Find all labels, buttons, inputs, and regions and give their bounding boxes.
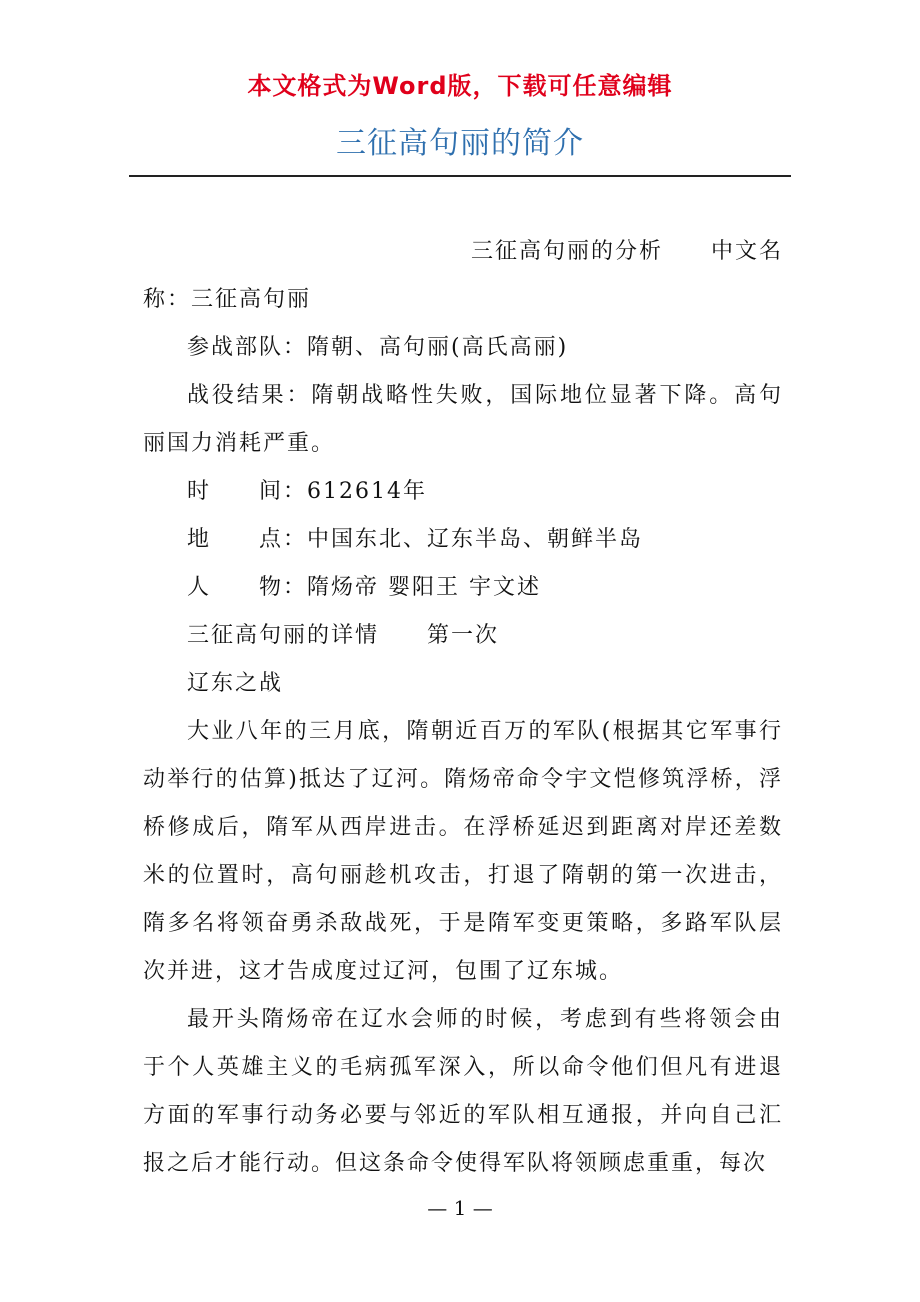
person-value: 物：隋炀帝 婴阳王 宇文述 bbox=[259, 575, 542, 600]
place-label: 地 bbox=[187, 527, 212, 552]
document-body bbox=[143, 228, 783, 1188]
details-line bbox=[143, 612, 783, 660]
analysis-heading: 三征高句丽的分析 bbox=[470, 239, 663, 264]
paragraph-2: 最开头隋炀帝在辽水会师的时候，考虑到有些将领会由于个人英雄主义的毛病孤军深入，所以命令他们但凡有进退方面的军事行动务必要与邻近的军队相互通报，并向自己汇报之后才能行动。但这条命令使得军队将领顾虑重重，每次 bbox=[143, 1007, 783, 1176]
details-heading: 三征高句丽的详情 bbox=[187, 623, 380, 648]
paragraph-1: 大业八年的三月底，隋朝近百万的军队(根据其它军事行动举行的估算)抵达了辽河。隋炀帝命令宇文恺修筑浮桥，浮桥修成后，隋军从西岸进击。在浮桥延迟到距离对岸还差数米的位置时，高句丽趁机攻击，打退了隋朝的第一次进击，隋多名将领奋勇杀敌战死，于是隋军变更策略，多路军队层次并进，这才告成度过辽河，包围了辽东城。 bbox=[143, 719, 783, 984]
person-line bbox=[143, 564, 783, 612]
title-divider bbox=[129, 175, 791, 177]
first-campaign: 第一次 bbox=[427, 623, 500, 648]
time-value: 间：612614年 bbox=[259, 479, 427, 504]
forces-line: 参战部队：隋朝、高句丽(高氏高丽) bbox=[187, 335, 569, 360]
place-value: 点：中国东北、辽东半岛、朝鲜半岛 bbox=[259, 527, 644, 552]
person-label: 人 bbox=[187, 575, 212, 600]
name-label: 中文名 bbox=[710, 239, 783, 264]
result-line: 战役结果：隋朝战略性失败，国际地位显著下降。高句丽国力消耗严重。 bbox=[143, 383, 783, 456]
download-banner: 本文格式为Word版，下载可任意编辑 bbox=[247, 72, 673, 100]
chinese-name-line: 称：三征高句丽 bbox=[143, 287, 312, 312]
page-number: — 1 — bbox=[427, 1196, 493, 1220]
battle-line: 辽东之战 bbox=[187, 671, 284, 696]
intro-line bbox=[143, 228, 783, 276]
place-line bbox=[143, 516, 783, 564]
time-label: 时 bbox=[187, 479, 212, 504]
time-line bbox=[143, 468, 783, 516]
document-title: 三征高句丽的简介 bbox=[336, 126, 584, 161]
